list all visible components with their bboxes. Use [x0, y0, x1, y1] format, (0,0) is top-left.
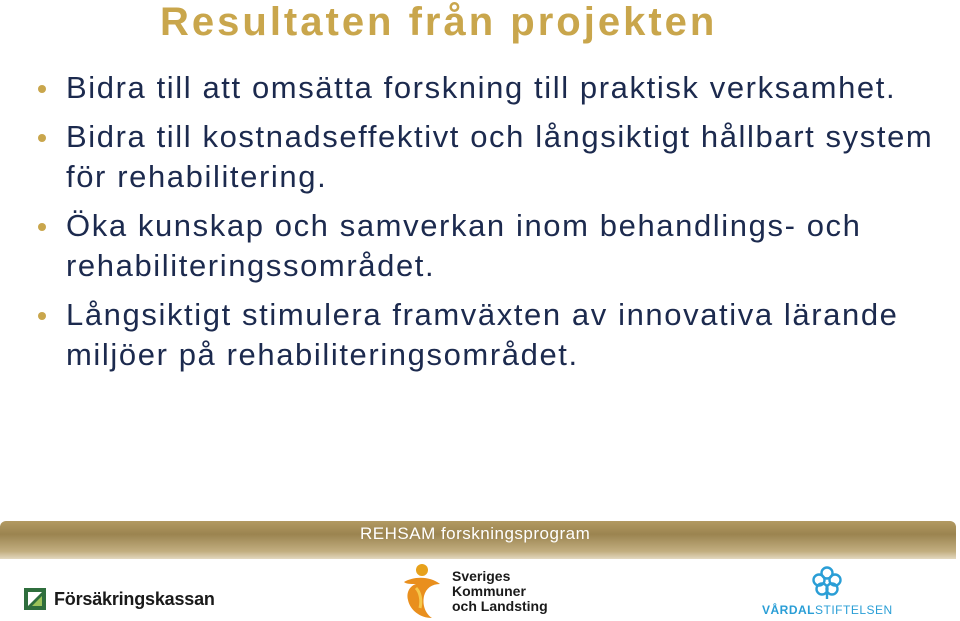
footer-program-label: REHSAM forskningsprogram	[360, 524, 591, 543]
bullet-list	[38, 68, 938, 384]
bullet-text: Långsiktigt stimulera framväxten av innovativa lärande miljöer på rehabiliteringsområdet.	[66, 297, 899, 372]
vardalstiftelsen-logo	[762, 565, 892, 617]
vardalstiftelsen-name	[762, 603, 892, 617]
bullet-text: Bidra till att omsätta forskning till praktisk verksamhet.	[66, 70, 897, 105]
skl-name-line3: och Landsting	[452, 597, 548, 614]
forsakringskassan-logo-icon	[24, 588, 46, 610]
skl-logo-icon	[396, 562, 446, 620]
bullet-dot-icon	[38, 223, 46, 231]
bullet-text: Öka kunskap och samverkan inom behandlings- och rehabiliteringssområdet.	[66, 208, 862, 283]
bullet-item	[38, 117, 938, 197]
forsakringskassan-logo	[24, 588, 215, 610]
bullet-dot-icon	[38, 312, 46, 320]
vardal-name-part1: VÅRDAL	[762, 603, 815, 617]
vardalstiftelsen-logo-icon	[809, 565, 845, 601]
vardal-name-part2: STIFTELSEN	[815, 603, 893, 617]
skl-name-line1: Sveriges	[452, 567, 511, 584]
bullet-text: Bidra till kostnadseffektivt och långsiktigt hållbart system för rehabilitering.	[66, 119, 934, 194]
bullet-item	[38, 295, 938, 375]
skl-logo	[396, 562, 548, 620]
bullet-dot-icon	[38, 85, 46, 93]
bullet-item	[38, 206, 938, 286]
skl-name-line2: Kommuner	[452, 582, 526, 599]
forsakringskassan-name: Försäkringskassan	[54, 588, 215, 609]
bullet-item	[38, 68, 938, 108]
slide-title: Resultaten från projekten	[160, 0, 718, 44]
skl-name	[452, 569, 548, 614]
bullet-dot-icon	[38, 134, 46, 142]
